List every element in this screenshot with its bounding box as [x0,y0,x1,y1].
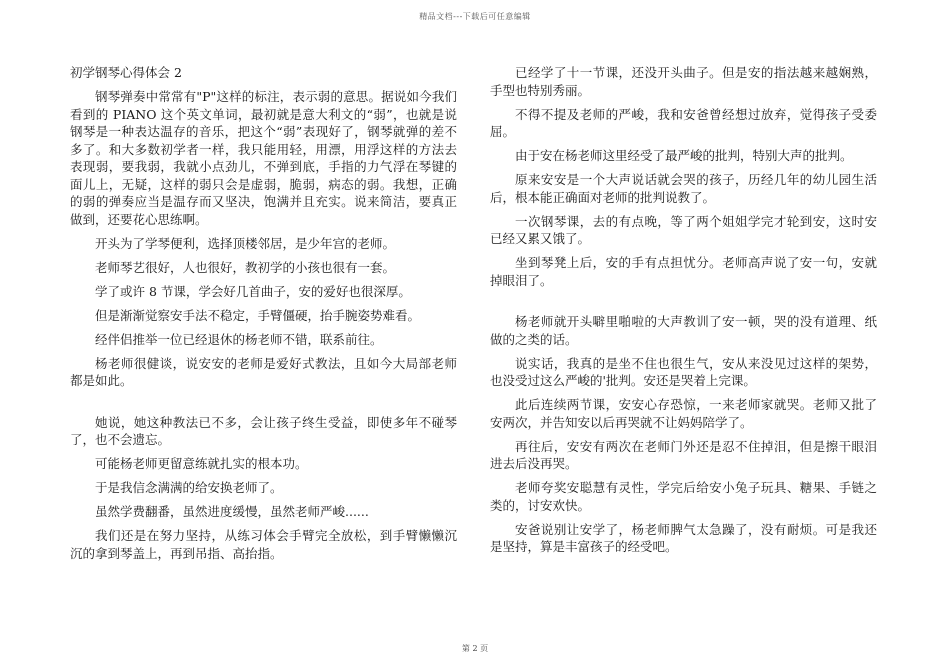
paragraph: 已经学了十一节课，还没开头曲子。但是安的指法越来越娴熟，手型也特别秀丽。 [490,65,877,98]
paragraph: 她说，她这种教法已不多，会让孩子终生受益，即使多年不碰琴了，也不会遗忘。 [70,414,457,447]
paragraph: 老师琴艺很好，人也很好，教初学的小孩也很有一套。 [95,259,396,275]
right-column [490,64,877,562]
paragraph: 老师夸奖安聪慧有灵性，学完后给安小兔子玩具、糖果、手链之类的，讨安欢快。 [490,480,877,513]
paragraph: 但是渐渐觉察安手法不稳定，手臂僵硬，抬手腕姿势难看。 [95,307,421,323]
paragraph: 安爸说别让安学了，杨老师脾气太急躁了，没有耐烦。可是我还是坚持，算是丰富孩子的经受吧。 [490,521,877,554]
paragraph: 开头为了学琴便利，选择顶楼邻居，是少年宫的老师。 [95,235,396,251]
paragraph: 经伴侣推举一位已经退休的杨老师不错，联系前往。 [95,331,383,347]
paragraph: 于是我信念满满的给安换老师了。 [95,480,283,495]
paragraph: 我们还是在努力坚持，从练习体会手臂完全放松，到手臂懒懒沉沉的拿到琴盖上，再到吊指、高抬指。 [70,528,457,561]
page-number: 第 2 页 [461,644,489,653]
paragraph: 再往后，安安有两次在老师门外还是忍不住掉泪，但是擦干眼泪进去后没再哭。 [490,438,877,471]
paragraph: 由于安在杨老师这里经受了最严峻的批判，特别大声的批判。 [515,148,853,163]
paragraph: 一次钢琴课，去的有点晚，等了两个姐姐学完才轮到安，这时安已经又累又饿了。 [490,213,877,246]
blank-line [70,396,457,414]
paragraph: 虽然学费翻番，虽然进度缓慢，虽然老师严峻...... [95,504,369,519]
paragraph: 可能杨老师更留意练就扎实的根本功。 [95,456,308,471]
paragraph: 杨老师很健谈，说安安的老师是爱好式教法，且如今大局部老师都是如此。 [70,355,457,388]
paragraph: 学了或许 8 节课，学会好几首曲子，安的爱好也很深厚。 [95,283,411,299]
paragraph: 钢琴弹奏中常常有"P"这样的标注，表示弱的意思。据说如今我们看到的 PIANO 这个英文单词，最初就是意大利文的“弱”，也就是说钢琴是一种表达温存的音乐，把这个“弱”表现好了，钢琴就弹的差不多了。和大多数初学者一样，我只能用轻，用漂，用浮这样的方法去表现弱，要我弱，我就小点劲儿，不弹到底，手指的力气浮在琴键的面儿上，无疑，这样的弱只会是虚弱，脆弱，病态的弱。我想，正确的弱的弹奏应当是温存而又坚决，饱满并且充实。说来简洁，要真正做到，还要花心思练啊。 [70,89,457,227]
paragraph: 原来安安是一个大声说话就会哭的孩子，历经几年的幼儿园生活后，根本能正确面对老师的批判说教了。 [490,172,877,205]
article-title: 初学钢琴心得体会 2 [70,65,182,80]
left-column [70,64,457,569]
paragraph: 不得不提及老师的严峻，我和安爸曾经想过放弃，觉得孩子受委屈。 [490,106,877,139]
paragraph: 说实话，我真的是坐不住也很生气，安从来没见过这样的架势，也没受过这么严峻的'批判。安还是哭着上完课。 [490,355,877,388]
paragraph: 坐到琴凳上后，安的手有点担忧分。老师高声说了安一句，安就掉眼泪了。 [490,255,877,288]
blank-line [490,296,877,314]
page-header: 精品文档---下载后可任意编辑 [419,12,531,21]
paragraph: 此后连续两节课，安安心存恐惊，一来老师家就哭。老师又批了安两次，并告知安以后再哭就不让妈妈陪学了。 [490,397,877,430]
paragraph: 杨老师就开头噼里啪啦的大声教训了安一顿，哭的没有道理、纸做的之类的话。 [490,314,877,347]
